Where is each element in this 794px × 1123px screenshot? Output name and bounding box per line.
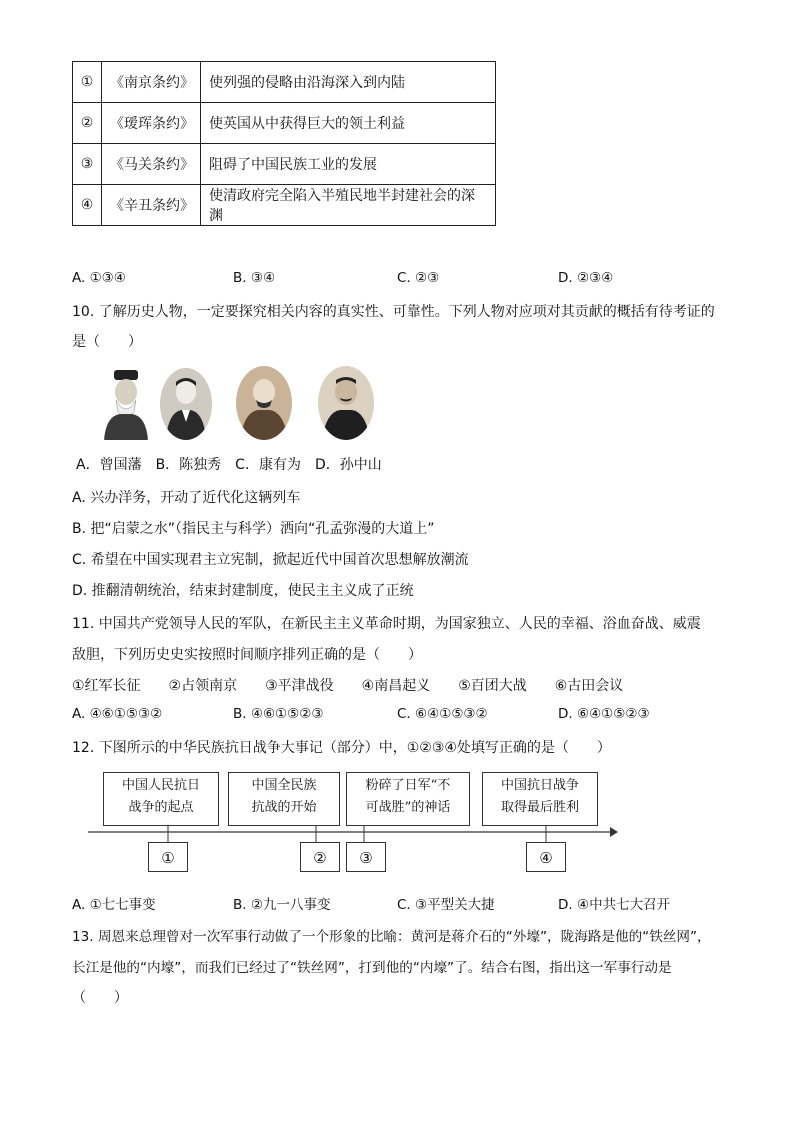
treaty-name: 《马关条约》 xyxy=(102,144,201,185)
timeline-event-text: 战争的起点 xyxy=(128,800,194,815)
row-number: ④ xyxy=(73,185,102,226)
q12-option-b[interactable]: B. ②九一八事变 xyxy=(233,897,331,913)
treaty-effect: 使英国从中获得巨大的领土利益 xyxy=(201,103,496,144)
q12-option-c[interactable]: C. ③平型关大捷 xyxy=(397,897,495,913)
timeline-event-text: 中国抗日战争 xyxy=(500,778,579,793)
q10-stem: 10. 了解历史人物，一定要探究相关内容的真实性、可靠性。下列人物对应项对其贡献的概括有待考证的 xyxy=(72,304,715,320)
portrait-captions: A．曾国藩 B．陈独秀 C．康有为 D．孙中山 xyxy=(76,457,382,473)
timeline-event-text: 中国全民族 xyxy=(251,778,317,793)
treaty-effect: 使列强的侵略由沿海深入到内陆 xyxy=(201,62,496,103)
treaty-name: 《南京条约》 xyxy=(102,62,201,103)
row-number: ③ xyxy=(73,144,102,185)
treaty-name: 《辛丑条约》 xyxy=(102,185,201,226)
treaty-name: 《瑷珲条约》 xyxy=(102,103,201,144)
timeline-event-text: 中国人民抗日 xyxy=(121,778,200,793)
q10-option-b[interactable]: B. 把“启蒙之水”（指民主与科学）洒向“孔孟弥漫的大道上” xyxy=(72,521,435,537)
q9-option-b[interactable]: B. ③④ xyxy=(233,270,276,286)
q11-events: ①红军长征 ②占领南京 ③平津战役 ④南昌起义 ⑤百团大战 ⑥古田会议 xyxy=(72,678,624,694)
table-row xyxy=(73,103,496,144)
q10-option-d[interactable]: D. 推翻清朝统治，结束封建制度，使民主主义成了正统 xyxy=(72,583,414,599)
timeline-event-text: 抗战的开始 xyxy=(251,800,317,815)
timeline-blank-4: ④ xyxy=(526,842,566,872)
timeline-event-box xyxy=(346,772,470,826)
portrait-kang-youwei xyxy=(236,366,292,440)
q9-option-a[interactable]: A. ①③④ xyxy=(72,270,126,286)
q12-option-a[interactable]: A. ①七七事变 xyxy=(72,897,156,913)
q11-option-a[interactable]: A. ④⑥①⑤③② xyxy=(72,706,163,722)
q13-stem: 13. 周恩来总理曾对一次军事行动做了一个形象的比喻：黄河是蒋介石的“外壕”，陇海路是他的“铁丝网”， xyxy=(72,929,711,945)
timeline-blank-3: ③ xyxy=(346,842,386,872)
portrait-chen-duxiu xyxy=(160,368,212,440)
q9-option-d[interactable]: D. ②③④ xyxy=(558,270,614,286)
timeline-blank-1: ① xyxy=(148,842,188,872)
q10-stem-cont: 是（ ） xyxy=(72,334,142,350)
timeline-diagram xyxy=(88,770,618,880)
q11-option-b[interactable]: B. ④⑥①⑤②③ xyxy=(233,706,324,722)
q12-option-d[interactable]: D. ④中共七大召开 xyxy=(558,897,671,913)
timeline-blank-2: ② xyxy=(300,842,340,872)
timeline-event-box xyxy=(228,772,340,826)
table-row xyxy=(73,185,496,226)
q10-option-c[interactable]: C. 希望在中国实现君主立宪制，掀起近代中国首次思想解放潮流 xyxy=(72,552,469,568)
row-number: ② xyxy=(73,103,102,144)
q11-stem-cont: 敌胆，下列历史史实按照时间顺序排列正确的是（ ） xyxy=(72,647,422,663)
table-row xyxy=(73,144,496,185)
timeline-event-text: 取得最后胜利 xyxy=(500,800,579,815)
treaty-effect: 阻碍了中国民族工业的发展 xyxy=(201,144,496,185)
q11-stem: 11. 中国共产党领导人民的军队，在新民主主义革命时期，为国家独立、人民的幸福、浴血奋战、威震 xyxy=(72,616,701,632)
q11-option-c[interactable]: C. ⑥④①⑤③② xyxy=(397,706,488,722)
portrait-zeng-guofan xyxy=(100,366,152,440)
treaty-effect: 使清政府完全陷入半殖民地半封建社会的深渊 xyxy=(201,185,496,226)
timeline-event-text: 粉碎了日军“不 xyxy=(365,778,451,793)
treaty-table xyxy=(72,61,496,226)
q10-option-a[interactable]: A. 兴办洋务，开动了近代化这辆列车 xyxy=(72,490,301,506)
q12-stem: 12. 下图所示的中华民族抗日战争大事记（部分）中，①②③④处填写正确的是（ ） xyxy=(72,740,611,756)
timeline-event-box xyxy=(103,772,219,826)
q13-answer-blank: （ ） xyxy=(72,990,128,1006)
q13-stem-cont: 长江是他的“内壕”，而我们已经过了“铁丝网”，打到他的“内壕”了。结合右图，指出这一军事行动是 xyxy=(72,960,672,976)
portrait-sun-yat-sen xyxy=(318,366,374,440)
row-number: ① xyxy=(73,62,102,103)
q9-option-c[interactable]: C. ②③ xyxy=(397,270,440,286)
timeline-event-box xyxy=(482,772,598,826)
q11-option-d[interactable]: D. ⑥④①⑤②③ xyxy=(558,706,650,722)
table-row xyxy=(73,62,496,103)
timeline-event-text: 可战胜”的神话 xyxy=(365,800,451,815)
